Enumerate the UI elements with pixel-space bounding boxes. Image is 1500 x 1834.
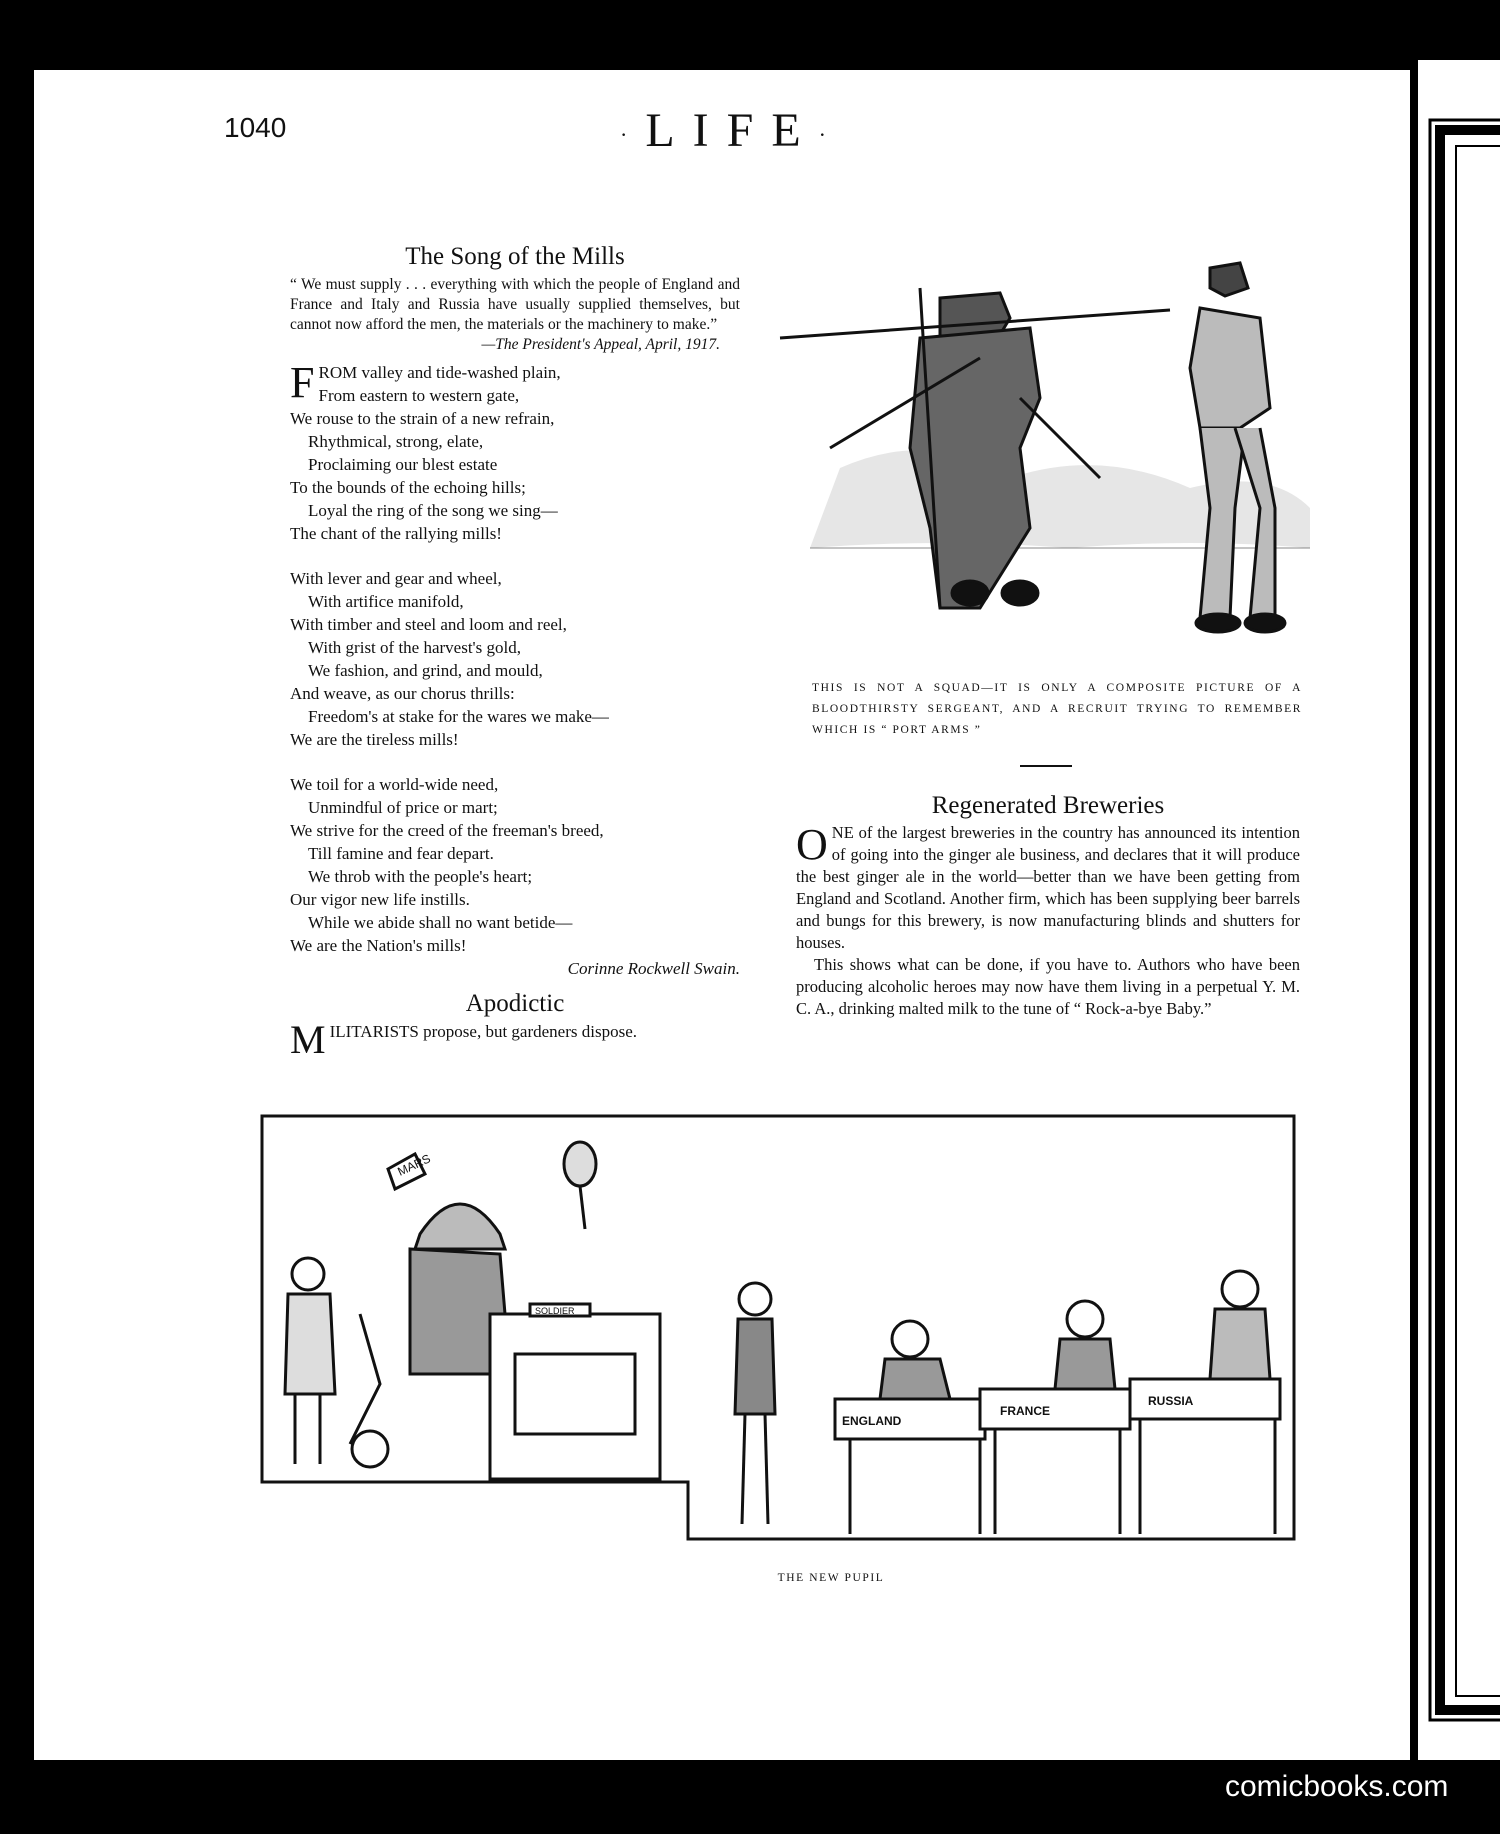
watermark: comicbooks.com (1225, 1770, 1449, 1803)
verse-line: Till famine and fear depart. (308, 844, 494, 863)
verse-line: We rouse to the strain of a new refrain, (290, 409, 555, 428)
squad-caption: THIS IS NOT A SQUAD—IT IS ONLY A COMPOSITE PICTURE OF A BLOODTHIRSTY SERGEANT, AND A RECRUIT TRYING TO REMEMBER WHICH IS “ PORT ARMS ” (812, 682, 1302, 736)
verse-line: With timber and steel and loom and reel, (290, 615, 567, 634)
verse-line: We toil for a world-wide need, (290, 775, 499, 794)
breweries-p1: NE of the largest breweries in the country has announced its intention of going into the ginger ale business, and declares that it will produce the best ginger ale in the world—better than we have been getting from England and Scotland. Another firm, which has been supplying beer barrels and bungs for this brewery, is now manufacturing blinds and shutters for houses. (796, 823, 1300, 952)
verse-line: And weave, as our chorus thrills: (290, 684, 515, 703)
verse-line: With artifice manifold, (308, 592, 464, 611)
song-of-the-mills (290, 243, 740, 1062)
stanza-3 (290, 773, 740, 957)
song-author: Corinne Rockwell Swain. (567, 959, 740, 978)
masthead-text: LIFE (645, 104, 819, 157)
verse-line: Proclaiming our blest estate (308, 455, 498, 474)
apodictic-title: Apodictic (465, 990, 565, 1017)
verse-line: We fashion, and grind, and mould, (308, 661, 543, 680)
desk-label-england: ENGLAND (842, 1414, 902, 1428)
verse-line: ROM valley and tide-washed plain, (318, 363, 561, 382)
verse-line: Our vigor new life instills. (290, 890, 470, 909)
new-pupil-cartoon (260, 1114, 1300, 1544)
helmet-label: MARS (395, 1151, 433, 1179)
verse-line: We strive for the creed of the freeman's breed, (290, 821, 604, 840)
stanza-1 (290, 358, 740, 545)
verse-line: The chant of the rallying mills! (290, 524, 502, 543)
verse-line: While we abide shall no want betide— (308, 913, 573, 932)
stanza-2 (290, 567, 740, 751)
verse-line: We throb with the people's heart; (308, 867, 533, 886)
apodictic-text: ILITARISTS propose, but gardeners dispose. (329, 1022, 637, 1041)
squad-cartoon (770, 248, 1310, 658)
desk-label-france: FRANCE (1000, 1404, 1050, 1418)
verse-line: We are the Nation's mills! (290, 936, 467, 955)
drop-cap: F (290, 358, 315, 407)
masthead: ·LIFE· (620, 104, 844, 157)
breweries-paragraph-1 (796, 822, 1300, 954)
page-number: 1040 (224, 112, 287, 143)
toy-label: SOLDIER (535, 1306, 575, 1316)
apodictic-body (290, 1017, 740, 1062)
drop-cap: M (290, 1017, 326, 1062)
verse-line: Unmindful of price or mart; (308, 798, 498, 817)
song-epigraph-source: —The President's Appeal, April, 1917. (481, 336, 720, 353)
desk-label-russia: RUSSIA (1148, 1394, 1194, 1408)
facing-page-border (1418, 60, 1500, 1760)
facing-page-edge (1418, 60, 1500, 1760)
breweries-title: Regenerated Breweries (931, 792, 1165, 819)
verse-line: With lever and gear and wheel, (290, 569, 502, 588)
verse-line: With grist of the harvest's gold, (308, 638, 521, 657)
verse-line: Freedom's at stake for the wares we make— (308, 707, 609, 726)
song-title: The Song of the Mills (405, 243, 625, 270)
verse-line: Loyal the ring of the song we sing— (308, 501, 558, 520)
regenerated-breweries (796, 792, 1300, 1020)
drop-cap: O (796, 820, 828, 869)
new-pupil-caption: THE NEW PUPIL (777, 1572, 885, 1584)
verse-line: We are the tireless mills! (290, 730, 459, 749)
breweries-paragraph-2: This shows what can be done, if you have to. Authors who have been producing alcoholic heroes may now have them living in a perpetual Y. M. C. A., drinking malted milk to the tune of “ Rock-a-bye Baby.” (796, 955, 1300, 1018)
verse-line: Rhythmical, strong, elate, (308, 432, 484, 451)
section-divider (1020, 765, 1072, 767)
song-epigraph: “ We must supply . . . everything with which the people of England and France and Italy and Russia have usually supplied themselves, but cannot now afford the men, the materials or the machinery to make.” (290, 276, 740, 333)
verse-line: From eastern to western gate, (318, 386, 520, 405)
verse-line: To the bounds of the echoing hills; (290, 478, 526, 497)
